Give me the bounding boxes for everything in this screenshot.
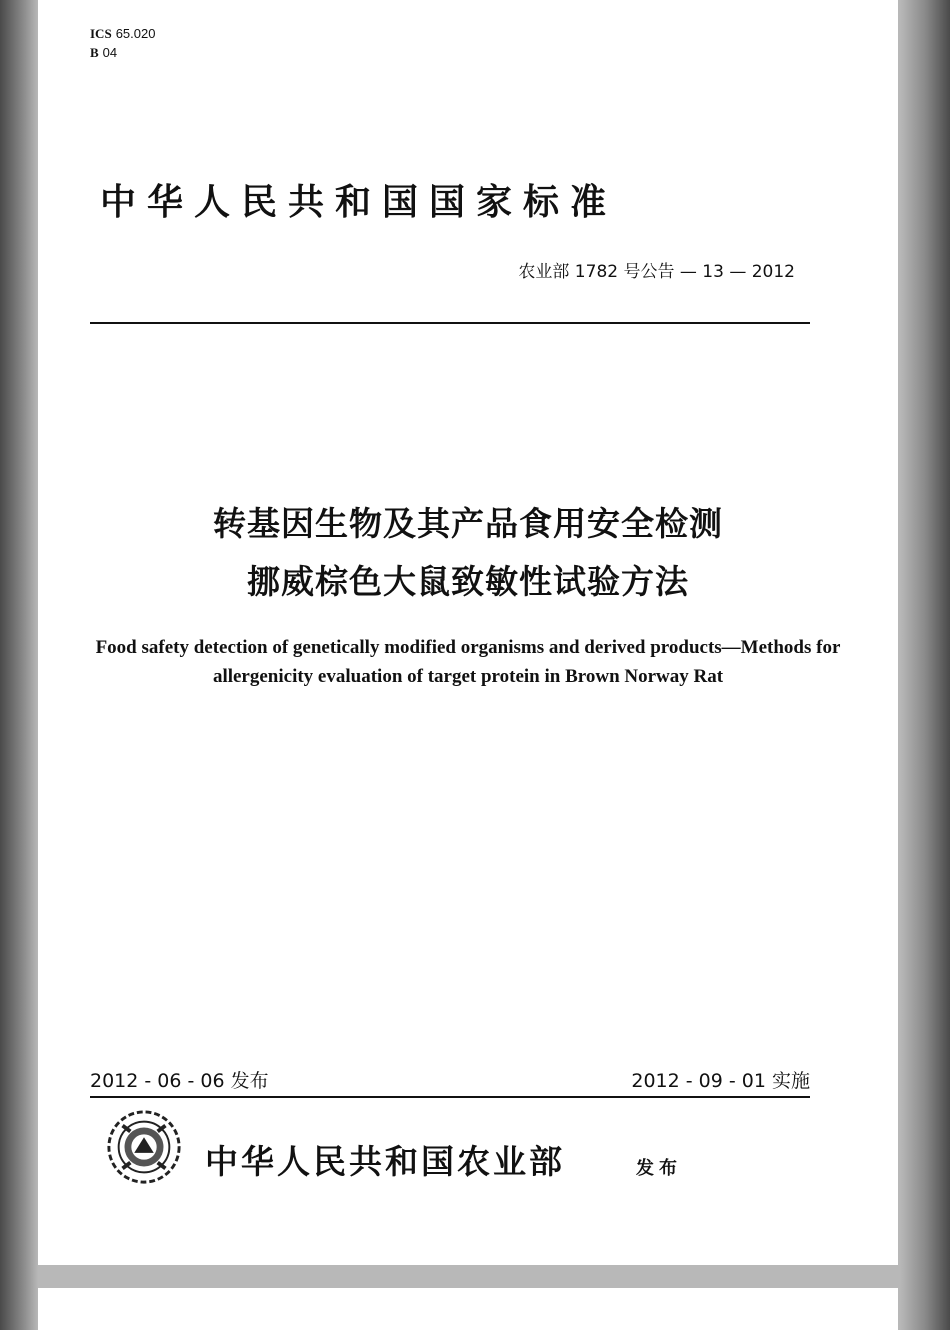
chinese-title-line-1: 转基因生物及其产品食用安全检测 <box>213 504 723 543</box>
top-divider <box>90 322 810 324</box>
chinese-title-line-2: 挪威棕色大鼠致敏性试验方法 <box>247 562 689 601</box>
classification-code: B 04 <box>90 45 118 60</box>
english-title: Food safety detection of genetically modified organisms and derived products—Methods for allergenicity evaluation of target protein in Brown Norway Rat <box>95 637 841 687</box>
issue-date: 2012 - 06 - 06 发布 <box>90 1070 269 1092</box>
effective-date: 2012 - 09 - 01 实施 <box>631 1070 810 1092</box>
issuing-authority: 中华人民共和国农业部 <box>205 1142 565 1181</box>
document-page <box>38 0 898 1265</box>
standard-code: 农业部 1782 号公告 — 13 — 2012 <box>518 262 795 282</box>
ics-code: ICS 65.020 <box>90 26 156 41</box>
bottom-divider <box>90 1096 810 1098</box>
ministry-emblem-icon <box>105 1108 183 1186</box>
national-standard-title: 中华人民共和国国家标准 <box>100 182 618 223</box>
issue-action: 发布 <box>636 1158 682 1179</box>
next-page-edge <box>38 1288 898 1330</box>
